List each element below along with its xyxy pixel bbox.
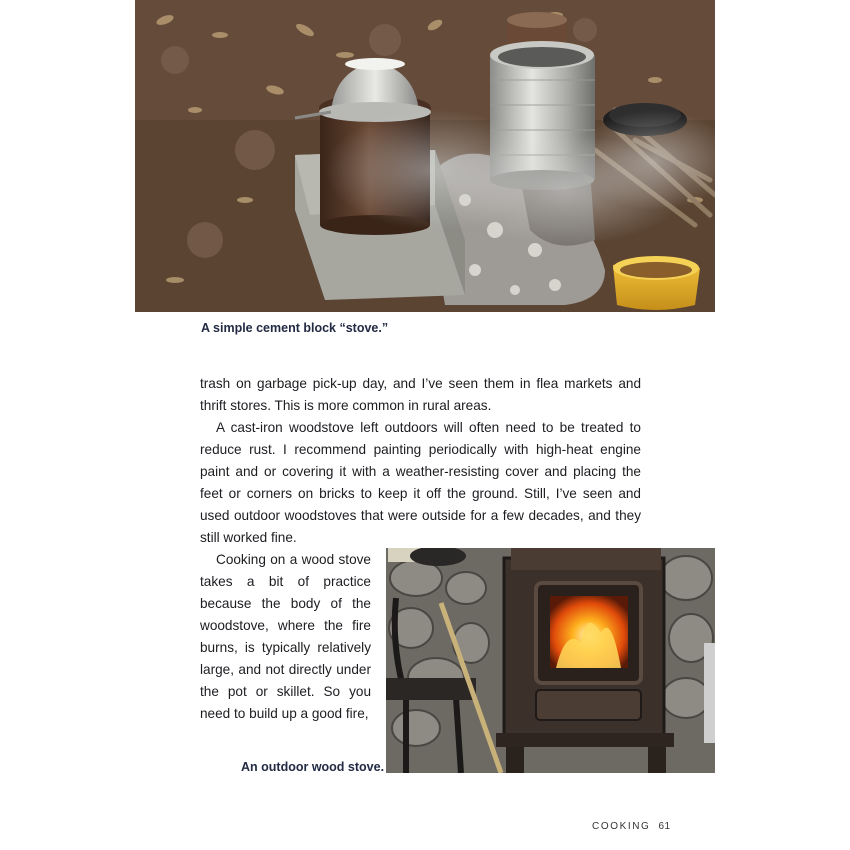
body-paragraph-1: trash on garbage pick-up day, and I’ve seen them in flea markets and thrift stores. This is more common in rural areas. (200, 376, 641, 413)
cement-block-stove-photo (135, 0, 715, 312)
side-photo-caption: An outdoor wood stove. (241, 760, 385, 774)
body-paragraph-2: A cast-iron woodstove left outdoors will often need to be treated to reduce rust. I recommend painting periodically with high-heat engine paint and or covering it with a weather-resisting cover and placing the feet or corners on bricks to keep it off the ground. Still, I’ve seen and used outdoor woodstoves that were outside for a few decades, and they still worked fine. (200, 420, 641, 545)
page-footer (592, 821, 671, 832)
outdoor-wood-stove-photo (386, 548, 715, 773)
top-photo-caption: A simple cement block “stove.” (201, 321, 389, 335)
cement-block-stove-illustration (135, 0, 715, 312)
body-paragraph-3: Cooking on a wood stove takes a bit of practice because the body of the woodstove, where the fire burns, is typically relatively large, and not directly under the pot or skillet. So you need to build up a good fire, (200, 552, 371, 721)
outdoor-wood-stove-illustration (386, 548, 715, 773)
running-head: COOKING (592, 821, 651, 832)
page-number: 61 (658, 821, 671, 832)
